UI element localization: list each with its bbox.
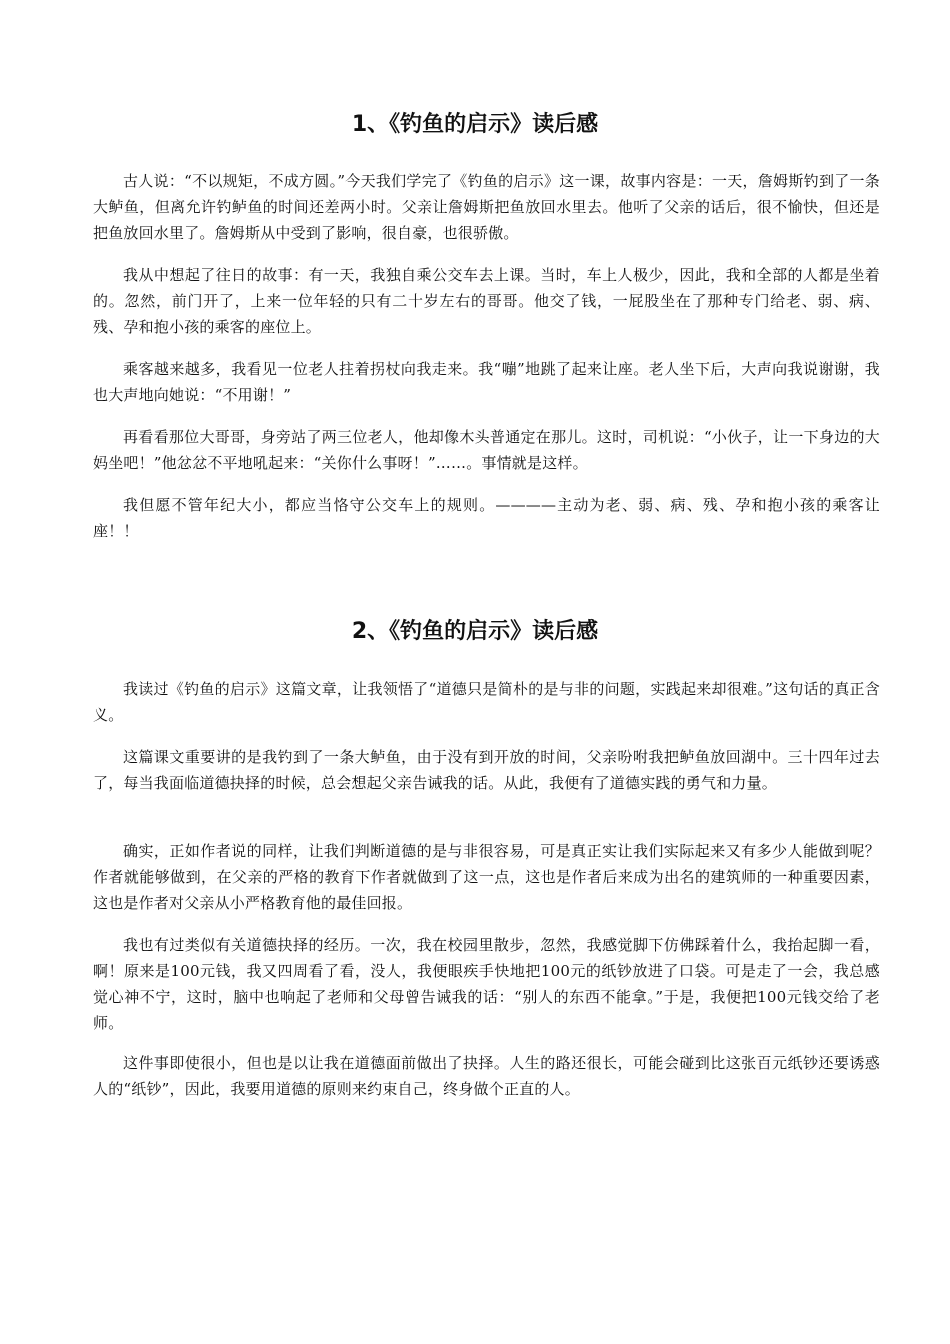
essay-1-paragraph-3: 乘客越来越多，我看见一位老人拄着拐杖向我走来。我“嘣”地跳了起来让座。老人坐下后，大声向我说谢谢，我也大声地向她说：“不用谢！” bbox=[93, 360, 880, 404]
essay-2-paragraph-1: 我读过《钓鱼的启示》这篇文章，让我领悟了“道德只是简朴的是与非的问题，实践起来却很难。”这句话的真正含义。 bbox=[93, 680, 880, 724]
essay-1-paragraph-1: 古人说：“不以规矩，不成方圆。”今天我们学完了《钓鱼的启示》这一课，故事内容是：一天，詹姆斯钓到了一条大鲈鱼，但离允许钓鲈鱼的时间还差两小时。父亲让詹姆斯把鱼放回水里去。他听了父亲的话后，很不愉快，但还是把鱼放回水里了。詹姆斯从中受到了影响，很自豪，也很骄傲。 bbox=[93, 172, 880, 242]
essay-2-title: 2、《钓鱼的启示》读后感 bbox=[351, 619, 599, 644]
essay-1-title: 1、《钓鱼的启示》读后感 bbox=[351, 112, 599, 137]
essay-2-paragraph-5: 这件事即使很小，但也是以让我在道德面前做出了抉择。人生的路还很长，可能会碰到比这张百元纸钞还要诱惑人的“纸钞”，因此，我要用道德的原则来约束自己，终身做个正直的人。 bbox=[93, 1054, 880, 1098]
essay-2-paragraph-4: 我也有过类似有关道德抉择的经历。一次，我在校园里散步，忽然，我感觉脚下仿佛踩着什么，我抬起脚一看，啊！原来是100元钱，我又四周看了看，没人，我便眼疾手快地把100元的纸钞放进了口袋。可是走了一会，我总感觉心神不宁，这时，脑中也响起了老师和父母曾告诫我的话：“别人的东西不能拿。”于是，我便把100元钱交给了老师。 bbox=[93, 936, 880, 1032]
essay-1-paragraph-2: 我从中想起了往日的故事：有一天，我独自乘公交车去上课。当时，车上人极少，因此，我和全部的人都是坐着的。忽然，前门开了，上来一位年轻的只有二十岁左右的哥哥。他交了钱，一屁股坐在了那种专门给老、弱、病、残、孕和抱小孩的乘客的座位上。 bbox=[93, 266, 880, 336]
essay-1-paragraph-4: 再看看那位大哥哥，身旁站了两三位老人，他却像木头普通定在那儿。这时，司机说：“小伙子，让一下身边的大妈坐吧！”他忿忿不平地吼起来：“关你什么事呀！”……。事情就是这样。 bbox=[93, 428, 880, 472]
essay-2-paragraph-3: 确实，正如作者说的同样，让我们判断道德的是与非很容易，可是真正实让我们实际起来又有多少人能做到呢？作者就能够做到，在父亲的严格的教育下作者就做到了这一点，这也是作者后来成为出名的建筑师的一种重要因素，这也是作者对父亲从小严格教育他的最佳回报。 bbox=[93, 842, 880, 912]
essay-1-paragraph-5: 我但愿不管年纪大小，都应当恪守公交车上的规则。————主动为老、弱、病、残、孕和抱小孩的乘客让座！！ bbox=[93, 496, 880, 540]
essay-2-paragraph-2: 这篇课文重要讲的是我钓到了一条大鲈鱼，由于没有到开放的时间，父亲吩咐我把鲈鱼放回湖中。三十四年过去了，每当我面临道德抉择的时候，总会想起父亲告诫我的话。从此，我便有了道德实践的勇气和力量。 bbox=[93, 748, 880, 792]
